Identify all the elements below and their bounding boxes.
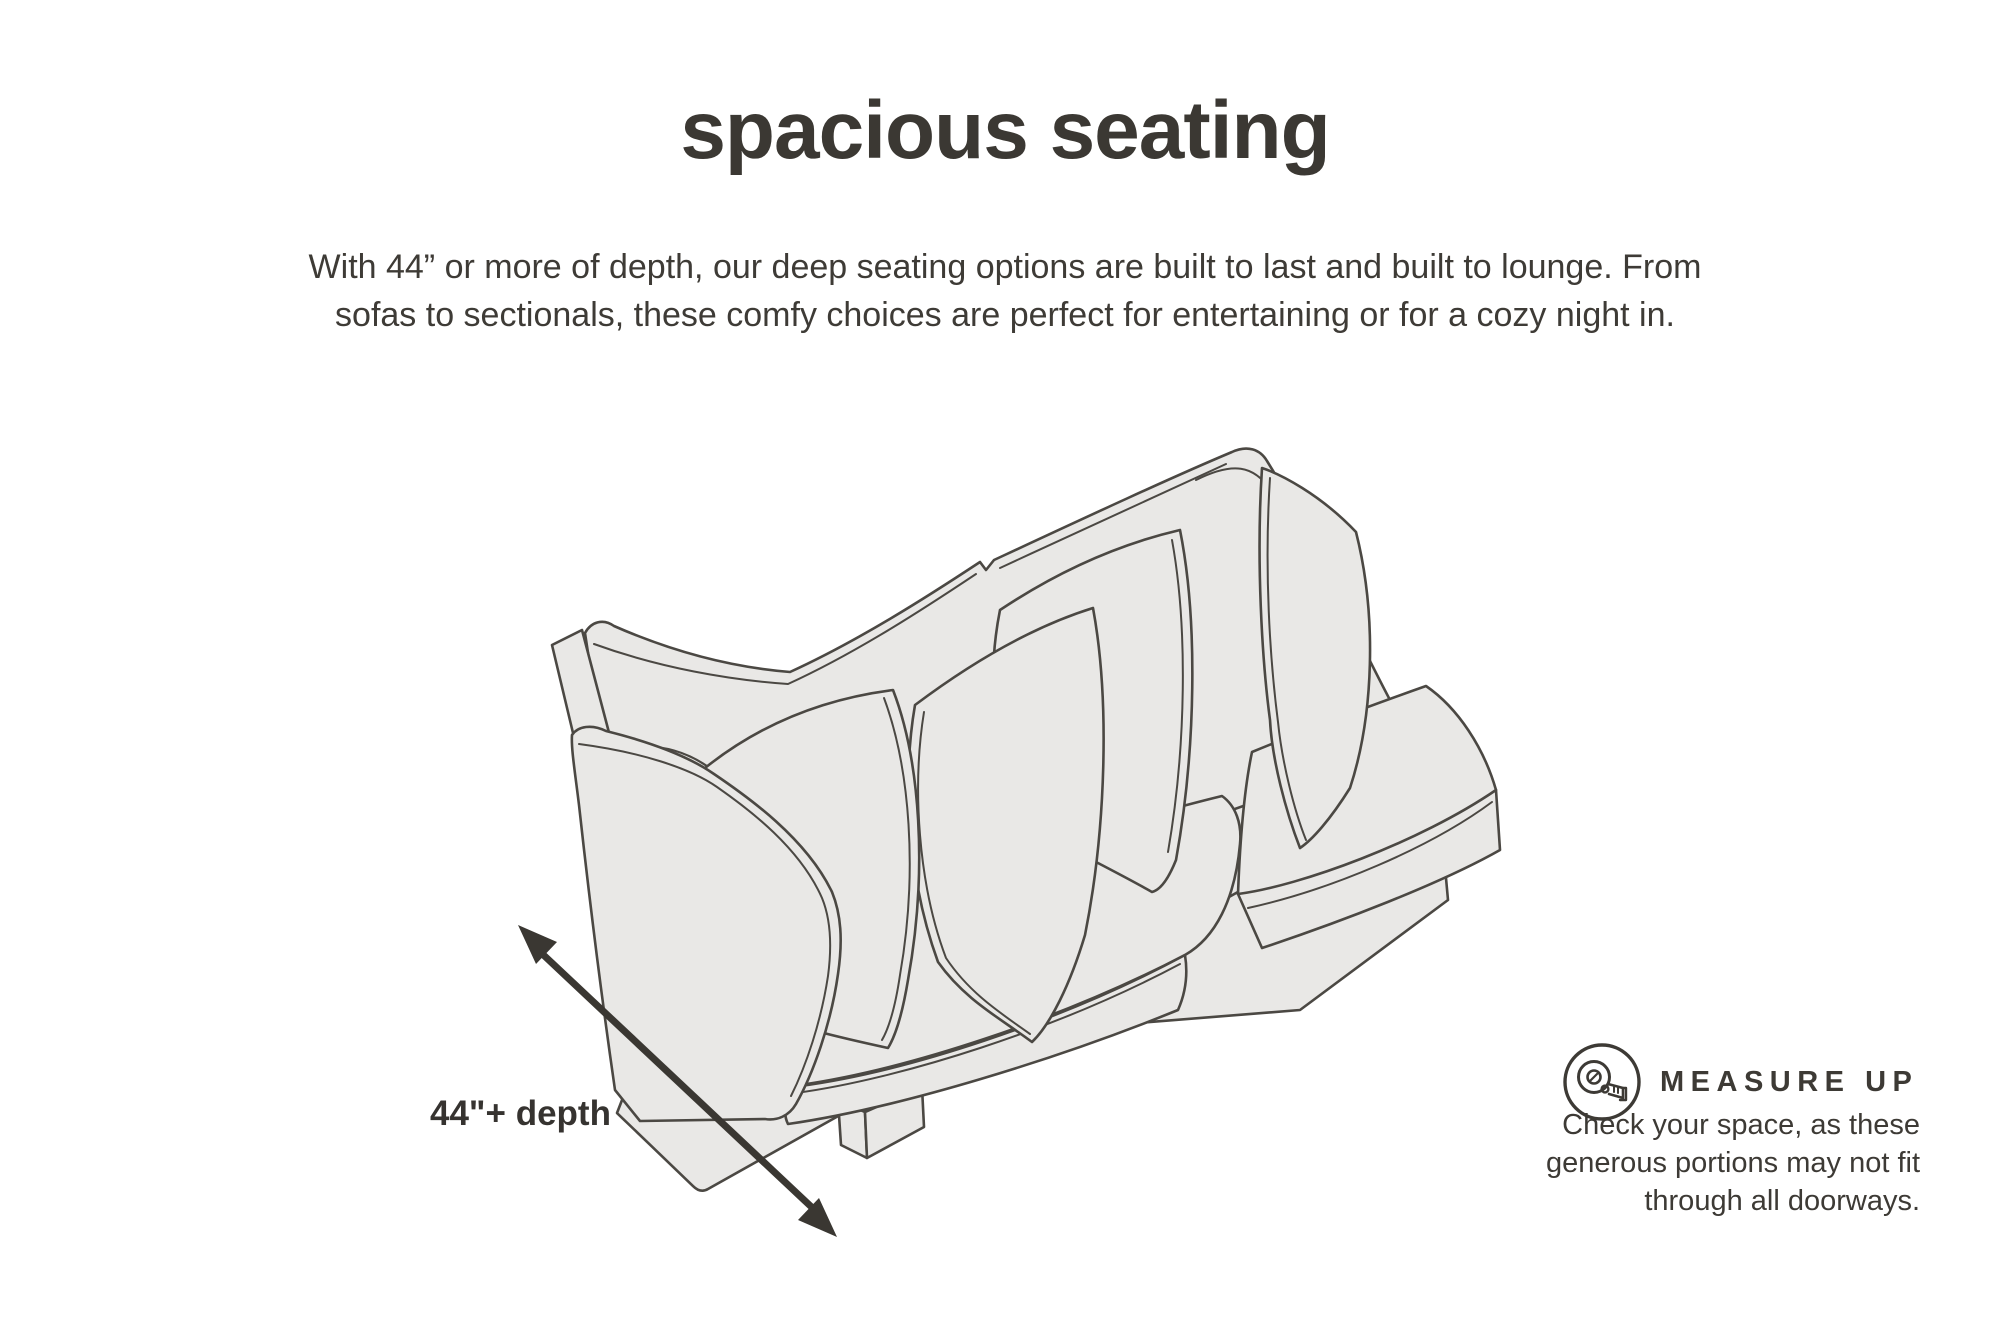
measure-up-note-line-3: through all doorways.	[1644, 1185, 1920, 1217]
measure-up-heading: MEASURE UP	[1660, 1066, 1919, 1098]
intro-line-2: sofas to sectionals, these comfy choices are perfect for entertaining or for a cozy night in.	[335, 296, 1675, 334]
measure-up-note-line-2: generous portions may not fit	[1546, 1147, 1920, 1179]
intro-line-1: With 44” or more of depth, our deep seating options are built to last and built to lounge. From	[308, 248, 1702, 286]
measure-up-note-line-1: Check your space, as these	[1562, 1109, 1920, 1141]
depth-dimension-label: 44"+ depth	[430, 1094, 611, 1133]
intro-paragraph	[105, 243, 1905, 339]
measure-up-note	[1420, 1106, 1920, 1220]
page-title: spacious seating	[680, 85, 1330, 176]
